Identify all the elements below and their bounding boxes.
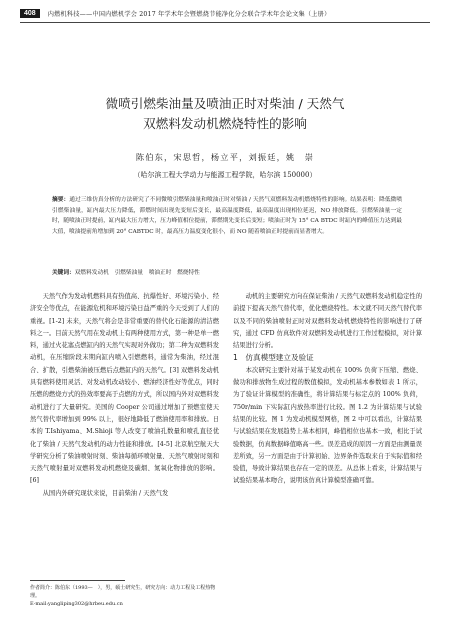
running-header [20,5,430,22]
paper-title [20,94,430,134]
author-list: 陈伯东，宋思哲，杨立平，刘振廷，姚 崇 [135,152,315,162]
body-column-left [30,291,219,500]
paragraph: 动机的主要研究方向在保证柴油 / 天然气双燃料发动机稳定性的前提下提高天然气替代率，优化燃烧特性。本文就不同天然气替代率以及不同的柴油喷射正时对双燃料发动机燃烧特性的影响进行了研究，通过 CFD 仿真软件对双燃料发动机进行工作过程模拟，对计算结果进行分析。 [233,293,422,350]
body-column-right [233,291,422,488]
abstract-text: 通过三维仿真分析的方法研究了不同微喷引燃柴油量和喷油正时对柴油 / 天然气双燃料发动机燃烧特性的影响。结果表明：降低微喷引燃柴油量，缸内最大压力降低，滞燃时间出现先变短后变长，最高温度降低，最高温度出现相位延迟，NO 排放降低。引燃柴油量一定时，随喷油正时提前，缸内最大压力增大，压力峰值相位提前，滞燃期先变长后变短；喷油正时为 15° CA BTDC 时缸内的峰值压力达到最大值，喷油提前角增加到 20° CABTDC 时，最高压力温度变化很小，而 NO 随着喷油正时提前而显著增大。 [52,197,403,235]
footnote-email: E-mail:yangliping302@hrbeu.edu.cn [30,601,123,607]
paragraph: 本次研究主要针对基于某发动机在 100% 负荷下压缩、燃烧、做功和排放物生成过程的数值模拟，发动机基本参数如表 1 所示，为了验证计算模型的准确性，将计算结果与标定点的 100% 负荷，750r/min 下实际缸内放热率进行比较。图 1.2 为计算结果与试验结果的比较。图 1 为发动机模型网格，图 2 中可以看出，计算结果与试验结果在发展趋势上基本相同，峰值相位也基本一致，相比于试验数据，仿真数据峰值略高一些。误差造成的原因一方面是由测量误差所致，另一方面是由于计算初始、边界条件选取来自于实际值和经验值，导致计算结果也存在一定的误差。从总体上看来，计算结果与试验结果基本吻合，说明该仿真计算模型准确可靠。 [233,366,422,485]
section-heading: 1 仿真模型建立及验证 [233,353,314,363]
title-line-1: 微喷引燃柴油量及喷油正时对柴油 / 天然气 [105,96,345,111]
abstract [52,195,402,237]
title-line-2: 双燃料发动机燃烧特性的影响 [143,116,307,131]
keywords-label: 关键词： [52,270,75,276]
paragraph: 天然气作为发动机燃料具有热值高、抗爆性好、环境污染小、经济安全等优点，在能源危机和环境污染日益严重的今天受到了人们的重视。[1-2] 未来，天然气将会是非常重要的替代化石能源的清洁燃料之一。目前天然气用在发动机上有两种使用方式，第一种是单一燃料，通过火花塞点燃缸内的天然气实现对外做功；第二种为双燃料发动机，在压缩阶段末期向缸内喷入引燃燃料，通常为柴油，经过混合、扩散，引燃柴油被压燃后点燃缸内的天然气。[3] 双燃料发动机具有燃料使用灵活、对发动机改动较小、燃油经济性好等优点，同时压燃的燃烧方式的热效率要高于点燃的方式，所以国内外对双燃料发动机进行了大量研究。美国的 Cooper 公司通过增加了预燃室使天然气替代率增加到 99% 以上，很好地降低了燃油使用率和排放。日本的 T.Ishiyama、M.Shioji 等人改变了喷油孔数量和喷孔直径优化了柴油 / 天然气发动机的动力性能和排放。[4-5] 北京航空航天大学研究分析了柴油喷射时刻、柴油每循环喷射量、天然气喷射时刻和天然气喷射量对双燃料发动机燃烧及碳烟、氮氧化物排放的影响。[6] [30,293,219,485]
paragraph: 从国内外研究现状来说，目前柴油 / 天然气发 [42,489,169,497]
affiliation: （哈尔滨工程大学动力与能源工程学院，哈尔滨 150000） [133,171,317,179]
journal-name: 内燃机科技——中国内燃机学会 2017 年学术年会暨燃烧节能净化分会联合学术年会论文集（上册） [47,11,331,18]
footnote-author-info: 作者简介：陈伯东（1993— ），男，硕士研究生，研究方向：动力工程及工程热物理。 [30,585,216,599]
abstract-label: 摘要： [52,197,70,203]
page-number: 408 [20,9,40,18]
footnote [30,584,219,608]
keywords-text: 双燃料发动机 引燃柴油量 喷油正时 燃烧特性 [74,270,200,276]
header-rule [20,22,430,23]
footnote-rule [30,580,125,581]
keywords [52,267,402,276]
